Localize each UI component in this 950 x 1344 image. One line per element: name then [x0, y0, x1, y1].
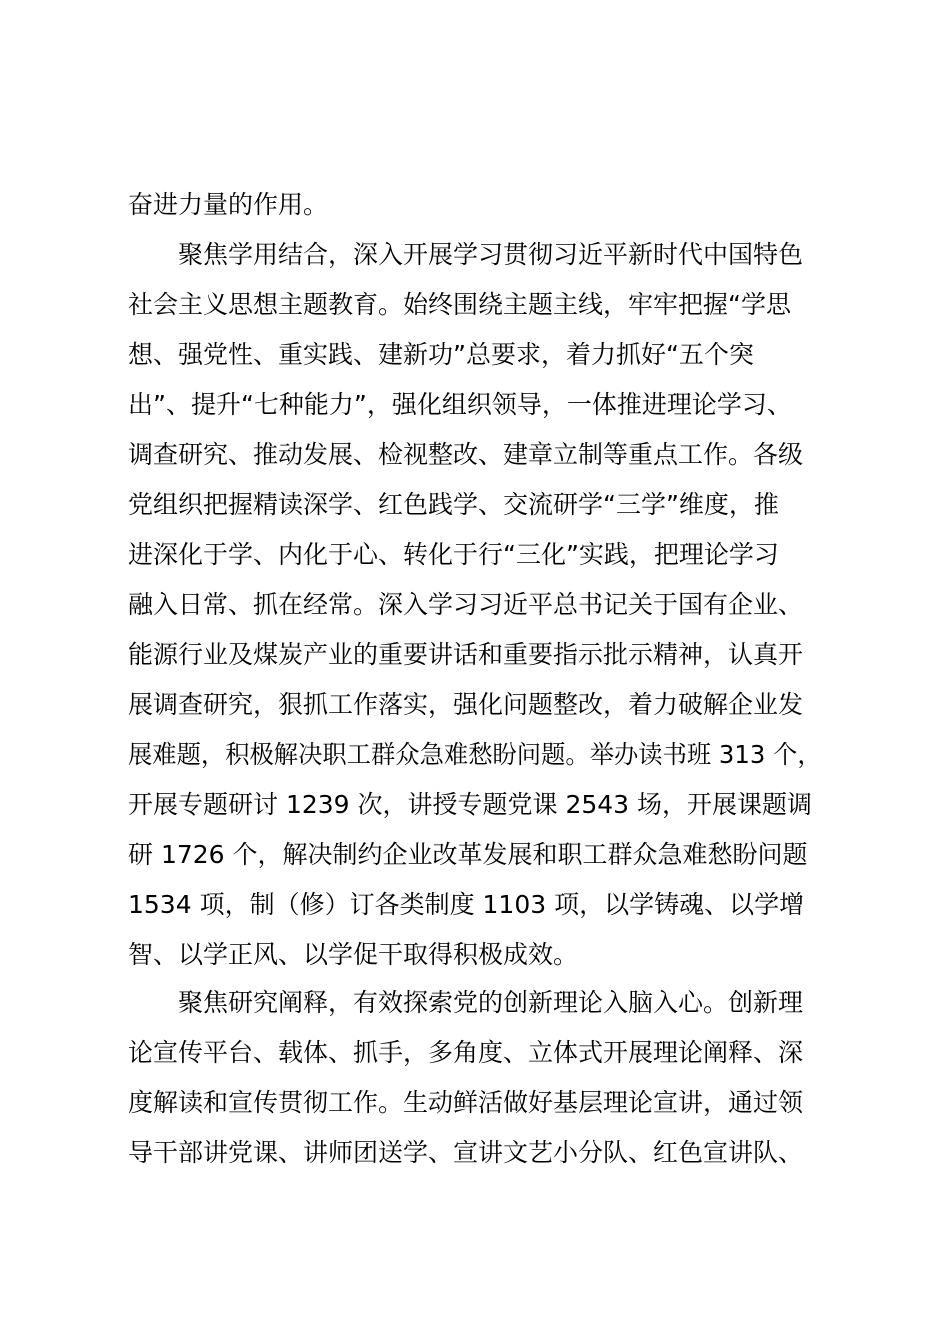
text-line: 1534 项，制（修）订各类制度 1103 项，以学铸魂、以学增: [128, 890, 805, 919]
text-line: 展难题，积极解决职工群众急难愁盼问题。举办读书班 313 个，: [128, 740, 822, 769]
text-line: 出”、提升“七种能力”，强化组织领导，一体推进理论学习、: [128, 390, 792, 419]
paragraph-first-line: 聚焦研究阐释，有效探索党的创新理论入脑入心。创新理: [178, 988, 804, 1017]
text-line: 进深化于学、内化于心、转化于行“三化”实践，把理论学习: [128, 540, 779, 569]
text-line: 社会主义思想主题教育。始终围绕主题主线，牢牢把握“学思: [128, 290, 791, 319]
text-line: 开展专题研讨 1239 次，讲授专题党课 2543 场，开展课题调: [128, 790, 813, 819]
text-line: 调查研究、推动发展、检视整改、建章立制等重点工作。各级: [128, 440, 804, 469]
text-line: 论宣传平台、载体、抓手，多角度、立体式开展理论阐释、深: [128, 1038, 804, 1067]
text-line: 导干部讲党课、讲师团送学、宣讲文艺小分队、红色宣讲队、: [128, 1138, 804, 1167]
text-line: 想、强党性、重实践、建新功”总要求，着力抓好“五个突: [128, 340, 754, 369]
text-line: 奋进力量的作用。: [128, 190, 329, 219]
text-line: 能源行业及煤炭产业的重要讲话和重要指示批示精神，认真开: [128, 640, 804, 669]
text-line: 度解读和宣传贯彻工作。生动鲜活做好基层理论宣讲，通过领: [128, 1088, 804, 1117]
text-line: 展调查研究，狠抓工作落实，强化问题整改，着力破解企业发: [128, 690, 804, 719]
text-line: 融入日常、抓在经常。深入学习习近平总书记关于国有企业、: [128, 590, 804, 619]
text-line: 党组织把握精读深学、红色践学、交流研学“三学”维度，推: [128, 490, 779, 519]
text-line: 智、以学正风、以学促干取得积极成效。: [128, 940, 579, 969]
text-line: 研 1726 个，解决制约企业改革发展和职工群众急难愁盼问题: [128, 840, 808, 869]
paragraph-first-line: 聚焦学用结合，深入开展学习贯彻习近平新时代中国特色: [178, 240, 804, 269]
